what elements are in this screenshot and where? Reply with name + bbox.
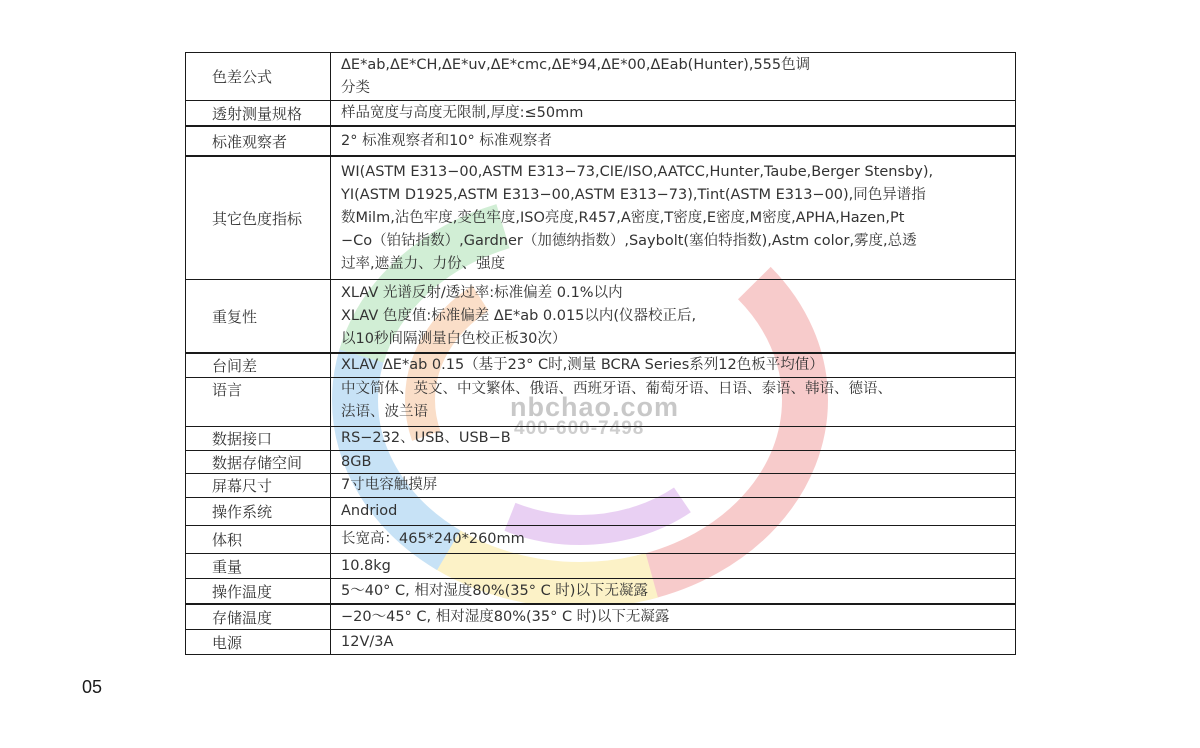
spec-table	[185, 52, 1016, 655]
table-row	[186, 352, 1015, 377]
value-line: RS−232、USB、USB−B	[341, 430, 511, 446]
row-label: 存储温度	[186, 605, 331, 629]
row-value	[331, 605, 1015, 629]
table-row	[186, 578, 1015, 603]
row-label: 数据存储空间	[186, 451, 331, 473]
row-label: 电源	[186, 630, 331, 654]
value-line: 2° 标准观察者和10° 标准观察者	[341, 132, 552, 149]
value-line: WI(ASTM E313−00,ASTM E313−73,CIE/ISO,AATCC,Hunter,Taube,Berger Stensby),	[341, 163, 934, 180]
row-value	[331, 498, 1015, 525]
table-row	[186, 525, 1015, 553]
table-row	[186, 125, 1015, 155]
row-label: 台间差	[186, 354, 331, 377]
value-line: −Co（铂钴指数）,Gardner（加德纳指数）,Saybolt(塞伯特指数),Astm color,雾度,总透	[341, 232, 917, 249]
row-value	[331, 354, 1015, 377]
row-label: 体积	[186, 526, 331, 553]
value-line: 数Milm,沾色牢度,变色牢度,ISO亮度,R457,A密度,T密度,E密度,M密度,APHA,Hazen,Pt	[341, 209, 905, 226]
table-row	[186, 473, 1015, 497]
row-label: 语言	[186, 378, 331, 426]
value-line: 过率,遮盖力、力份、强度	[341, 255, 506, 272]
table-row	[186, 629, 1015, 654]
row-value	[331, 579, 1015, 603]
value-line: 12V/3A	[341, 633, 394, 650]
row-label: 操作温度	[186, 579, 331, 603]
row-value	[331, 280, 1015, 352]
table-row	[186, 53, 1015, 100]
row-value	[331, 127, 1015, 155]
row-label: 重复性	[186, 280, 331, 352]
table-row	[186, 553, 1015, 578]
value-line: 5～40° C, 相对湿度80%(35° C 时)以下无凝露	[341, 582, 648, 599]
row-value	[331, 451, 1015, 473]
table-row	[186, 497, 1015, 525]
watermark-site-text: nbchao.com	[510, 392, 680, 422]
table-row	[186, 426, 1015, 450]
watermark-phone-text: 400-600-7498	[514, 418, 645, 439]
row-value	[331, 157, 1015, 279]
row-value	[331, 53, 1015, 100]
value-line: ΔE*ab,ΔE*CH,ΔE*uv,ΔE*cmc,ΔE*94,ΔE*00,ΔEab(Hunter),555色调	[341, 56, 811, 73]
table-row	[186, 279, 1015, 352]
value-line: XLAV 光谱反射/透过率:标准偏差 0.1%以内	[341, 284, 623, 301]
value-line: YI(ASTM D1925,ASTM E313−00,ASTM E313−73),Tint(ASTM E313−00),同色异谱指	[341, 186, 926, 203]
row-value	[331, 526, 1015, 553]
row-label: 操作系统	[186, 498, 331, 525]
value-line: 分类	[341, 79, 370, 96]
row-label: 屏幕尺寸	[186, 474, 331, 497]
row-value	[331, 427, 1015, 450]
value-line: XLAV ΔE*ab 0.15（基于23° C时,测量 BCRA Series系列12色板平均值）	[341, 357, 824, 373]
table-row	[186, 100, 1015, 125]
value-line: 长宽高：465*240*260mm	[341, 531, 525, 547]
value-line: 以10秒间隔测量白色校正板30次）	[341, 330, 567, 347]
value-line: 7寸电容触摸屏	[341, 477, 438, 493]
row-label: 色差公式	[186, 53, 331, 100]
row-value	[331, 630, 1015, 654]
value-line: 样品宽度与高度无限制,厚度:≤50mm	[341, 104, 584, 121]
page-number: 05	[82, 677, 103, 697]
table-row	[186, 450, 1015, 473]
row-value	[331, 101, 1015, 125]
table-row	[186, 603, 1015, 629]
value-line: −20～45° C, 相对湿度80%(35° C 时)以下无凝露	[341, 608, 670, 625]
row-value	[331, 474, 1015, 497]
value-line: XLAV 色度值:标准偏差 ΔE*ab 0.015以内(仪器校正后,	[341, 307, 697, 324]
table-row	[186, 377, 1015, 426]
value-line: 法语、波兰语	[341, 404, 428, 420]
row-label: 数据接口	[186, 427, 331, 450]
value-line: 8GB	[341, 453, 372, 470]
table-row	[186, 155, 1015, 279]
row-label: 透射测量规格	[186, 101, 331, 125]
value-line: Andriod	[341, 503, 398, 519]
row-value	[331, 554, 1015, 578]
value-line: 中文简体、英文、中文繁体、俄语、西班牙语、葡萄牙语、日语、泰语、韩语、德语、	[341, 381, 892, 397]
value-line: 10.8kg	[341, 557, 391, 574]
row-label: 标准观察者	[186, 127, 331, 155]
row-label: 其它色度指标	[186, 157, 331, 279]
row-label: 重量	[186, 554, 331, 578]
row-value	[331, 378, 1015, 426]
